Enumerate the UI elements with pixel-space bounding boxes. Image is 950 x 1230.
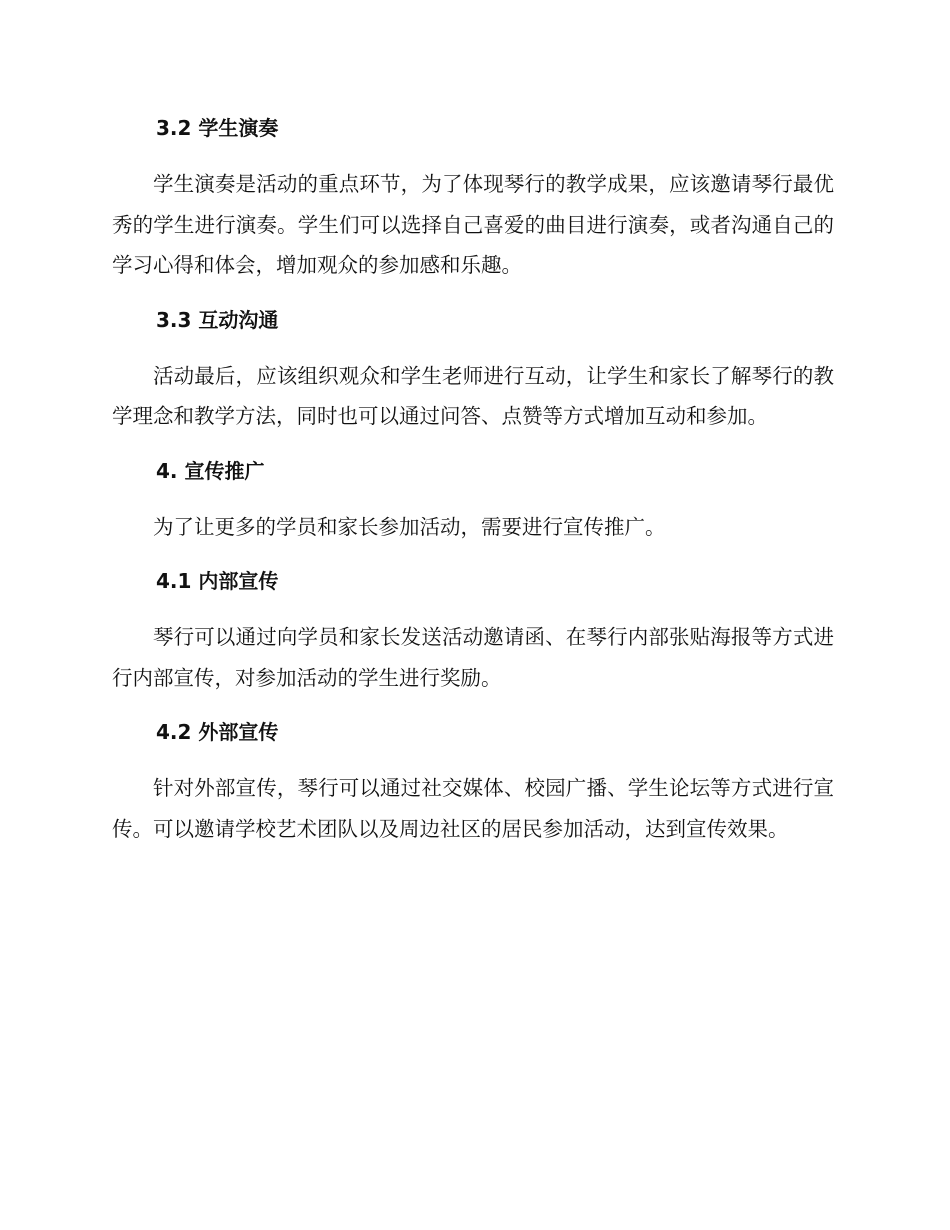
section-heading-3-3: 3.3 互动沟通 <box>156 307 279 332</box>
section-heading-4-1: 4.1 内部宣传 <box>156 569 279 593</box>
section-paragraph-4-2: 针对外部宣传，琴行可以通过社交媒体、校园广播、学生论坛等方式进行宣传。可以邀请学校艺术团队以及周边社区的居民参加活动，达到宣传效果。 <box>112 776 834 841</box>
section-paragraph-4-1: 琴行可以通过向学员和家长发送活动邀请函、在琴行内部张贴海报等方式进行内部宣传，对参加活动的学生进行奖励。 <box>112 625 834 690</box>
section-paragraph-3-2: 学生演奏是活动的重点环节，为了体现琴行的教学成果，应该邀请琴行最优秀的学生进行演奏。学生们可以选择自己喜爱的曲目进行演奏，或者沟通自己的学习心得和体会，增加观众的参加感和乐趣。 <box>112 172 834 277</box>
section-heading-4-2: 4.2 外部宣传 <box>156 720 279 744</box>
section-paragraph-3-3: 活动最后，应该组织观众和学生老师进行互动，让学生和家长了解琴行的教学理念和教学方法，同时也可以通过问答、点赞等方式增加互动和参加。 <box>112 363 834 428</box>
document-body <box>112 108 834 849</box>
section-heading-4: 4. 宣传推广 <box>156 458 265 483</box>
section-paragraph-4: 为了让更多的学员和家长参加活动，需要进行宣传推广。 <box>153 514 666 539</box>
section-heading-3-2: 3.2 学生演奏 <box>156 116 279 140</box>
